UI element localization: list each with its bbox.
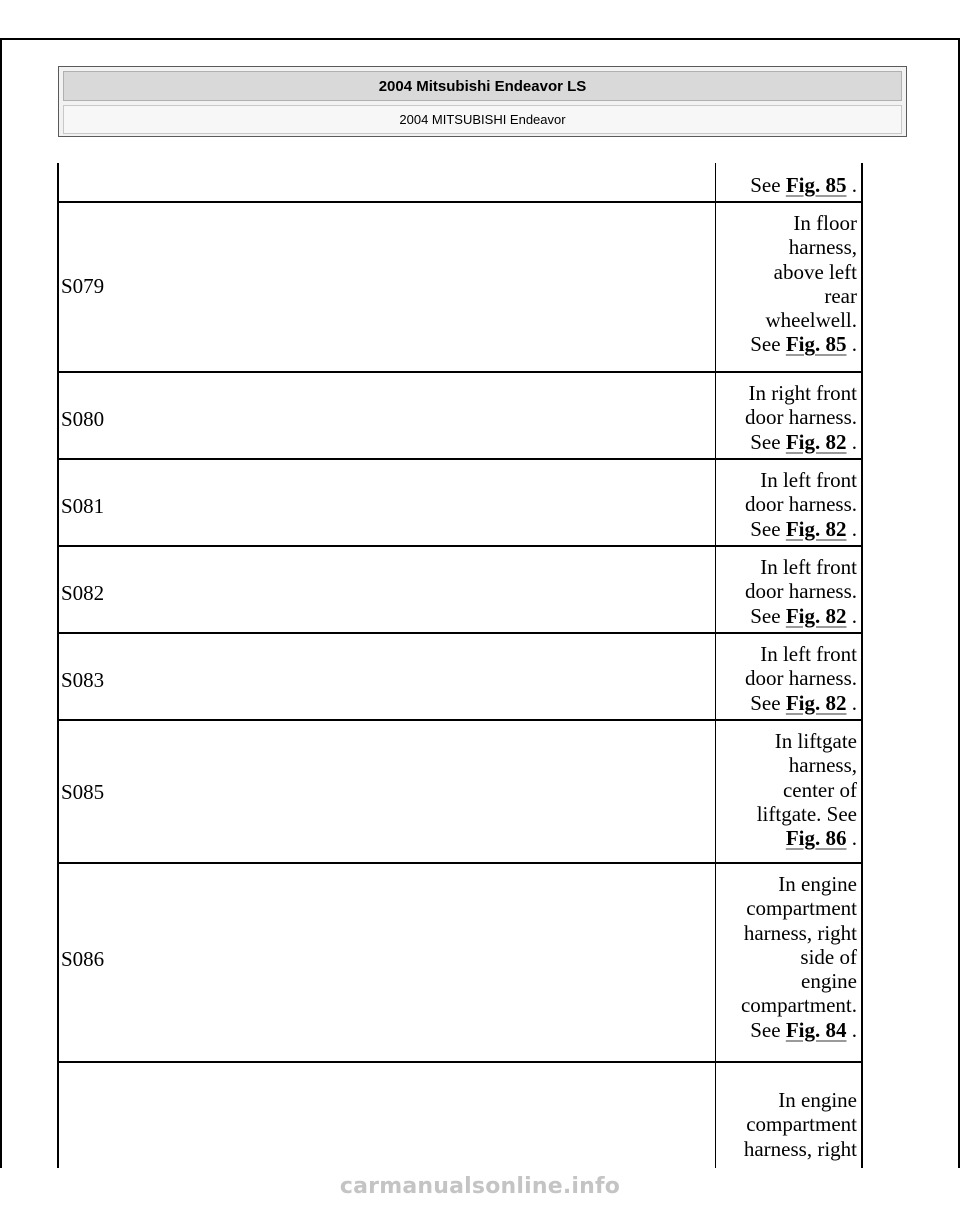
figure-link[interactable]: Fig. 85 — [785, 173, 847, 197]
table-row — [57, 632, 863, 719]
splice-id: S080 — [61, 407, 105, 431]
row-divider — [57, 632, 863, 634]
figure-link[interactable]: Fig. 85 — [785, 332, 847, 357]
document-title: 2004 Mitsubishi Endeavor LS — [63, 71, 902, 101]
figure-link[interactable]: Fig. 82 — [785, 429, 847, 454]
table-row — [57, 163, 863, 201]
location-cell: See Fig. 85 . — [750, 173, 857, 197]
location-cell: In left front door harness. See Fig. 82 . — [745, 642, 857, 715]
figure-link[interactable]: Fig. 82 — [785, 690, 847, 715]
row-divider — [57, 862, 863, 864]
row-divider — [57, 545, 863, 547]
location-cell: In engine compartment harness, right — [743, 1088, 857, 1161]
splice-id: S082 — [61, 581, 105, 605]
figure-link[interactable]: Fig. 84 — [785, 1017, 847, 1042]
location-cell: In floor harness, above left rear wheelwell. See Fig. 85 . — [750, 211, 857, 357]
location-cell: In engine compartment harness, right side of engine compartment. See Fig. 84 . — [740, 872, 857, 1042]
location-cell: In left front door harness. See Fig. 82 . — [745, 555, 857, 628]
document-header — [58, 66, 907, 137]
location-cell: In left front door harness. See Fig. 82 . — [745, 468, 857, 541]
location-cell: In right front door harness. See Fig. 82 . — [745, 381, 857, 454]
row-divider — [57, 1061, 863, 1063]
splice-location-table — [57, 163, 863, 1168]
page-frame-left — [0, 38, 2, 1168]
table-row — [57, 545, 863, 632]
table-row — [57, 371, 863, 458]
table-row — [57, 458, 863, 545]
page-frame-top — [0, 38, 960, 40]
row-divider — [57, 371, 863, 373]
splice-id: S079 — [61, 274, 105, 298]
table-row — [57, 862, 863, 1061]
row-divider — [57, 719, 863, 721]
splice-id: S083 — [61, 668, 105, 692]
table-row — [57, 201, 863, 371]
row-divider — [57, 458, 863, 460]
figure-link[interactable]: Fig. 82 — [785, 603, 847, 628]
figure-link[interactable]: Fig. 86 — [785, 826, 847, 851]
row-divider — [57, 201, 863, 203]
splice-id: S086 — [61, 947, 105, 971]
location-cell: In liftgate harness, center of liftgate. See Fig. 86 . — [756, 729, 857, 851]
document-subtitle: 2004 MITSUBISHI Endeavor — [63, 105, 902, 134]
watermark: carmanualsonline.info — [339, 1174, 621, 1199]
table-row — [57, 1061, 863, 1168]
splice-id: S085 — [61, 780, 105, 804]
figure-link[interactable]: Fig. 82 — [785, 516, 847, 541]
splice-id: S081 — [61, 494, 105, 518]
table-row — [57, 719, 863, 862]
